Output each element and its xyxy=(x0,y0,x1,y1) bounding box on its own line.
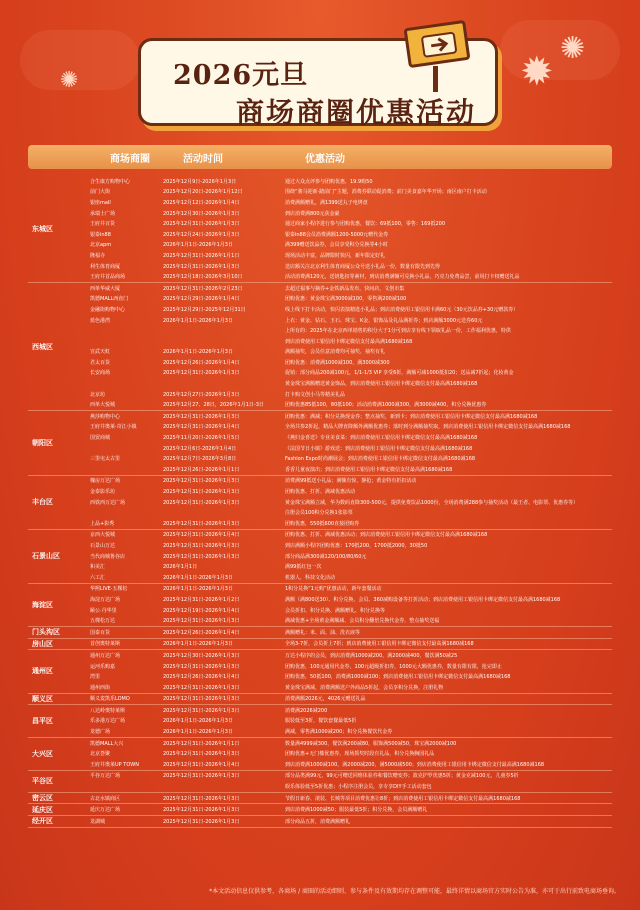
table-row xyxy=(90,411,612,422)
district-group xyxy=(28,530,612,584)
mall-name: 延庆万达广场 xyxy=(90,807,121,814)
mall-name: 石景山万达 xyxy=(90,542,116,549)
mall-name: 合生康方购物中心 xyxy=(90,178,131,185)
mall-name: 北京坊 xyxy=(90,391,106,398)
activity-time: 2025年12月31日-2026年1月3日 xyxy=(163,553,240,560)
offer-detail: 黄金珠宝满额立减，华为数码直降300-500元，提供免费饮品1000份，全场消费满288参与抽奖活动（最王者、电影票、优惠券等） xyxy=(285,499,579,506)
offer-detail: 活动消费满120元，送钥匙扣等素材，到店消费满额可兑换小礼品，巧克力免费品尝，前用打卡权赠送礼品 xyxy=(285,274,520,281)
activity-time: 2025年12月9日-2026年1月3日 xyxy=(163,178,237,185)
table-row xyxy=(90,605,612,616)
district-group xyxy=(28,627,612,639)
offer-detail: 节假日新春、滚装、长城等项目消费优惠让8折；到店消费使用工银信用卡绑定微信支付最高满1680减168 xyxy=(285,795,521,802)
mall-name: 金融街购物中心 xyxy=(90,306,126,313)
activity-time: 2025年12月31日-2026年1月3日 xyxy=(163,818,240,825)
offer-detail: 满额赠礼：米、面、油、洗衣液等 xyxy=(285,629,361,636)
header-col-mall: 商场商圈 xyxy=(110,154,150,165)
activity-time: 2026年1月1日-2026年1月3日 xyxy=(163,729,233,736)
mall-name: 蓝色港湾 xyxy=(90,317,111,324)
offer-detail: 上衣：黄金、钻石、玉石、珠宝、K金、银饰品及礼品满折券；到店满额3000元送券60元 xyxy=(285,317,483,324)
table-row xyxy=(90,347,612,358)
activity-time: 2025年12月31日-2026年1月3日 xyxy=(163,221,240,228)
table-row xyxy=(90,304,612,315)
firework-icon: ✺ xyxy=(60,68,79,93)
activity-time: 2025年12月30日-2026年1月3日 xyxy=(163,210,240,217)
activity-time: 2026年1月1日-2026年1月3日 xyxy=(163,317,233,324)
mall-name: 顺义麦凯乐LOMO xyxy=(90,696,130,703)
activity-time: 2025年12月31日-2026年1月3日 xyxy=(163,696,240,703)
activity-time: 2025年11月20日-2026年1月5日 xyxy=(163,435,240,442)
table-row xyxy=(90,551,612,562)
table-row xyxy=(90,507,612,518)
mall-name: 华熙LIVE·五棵松 xyxy=(90,586,128,593)
title-year: 2026元旦 xyxy=(173,60,309,91)
mall-name: 龙湖城 xyxy=(90,818,106,825)
offer-detail: 围绕“骏马迎新·踏前门”主题，消费券联动促消费；前门美食嘉年华开场；南区南户打卡活动 xyxy=(285,189,487,196)
activity-time: 2025年12月31日-2026年1月3日 xyxy=(163,370,240,377)
district-label: 海淀区 xyxy=(32,600,53,609)
offer-detail: 通过商家小程序进行参与团购优惠，餐饮：69抵100，零售：169抵200 xyxy=(285,221,445,228)
mall-name: 京西大悦城 xyxy=(90,532,116,539)
mall-name: 北京荟聚 xyxy=(90,751,111,758)
activity-time: 2025年12月7日-2026年3月8日 xyxy=(163,456,237,463)
table-row xyxy=(90,518,612,529)
offer-detail: 上所有的：2025年在北京西单销售的积分大于1分可到店享有线下领取礼品一份，工作福利优惠，特供 xyxy=(285,328,511,335)
district-label: 顺义区 xyxy=(32,694,53,703)
table-row xyxy=(90,726,612,737)
table-row xyxy=(90,639,612,650)
activity-time: 2025年12月18日-2026年3月10日 xyxy=(163,274,243,281)
activity-time: 2025年12月6日-2026年1月4日 xyxy=(163,445,237,452)
offer-detail: 通过大众点评参与团购优惠，19.9购50 xyxy=(285,178,373,185)
offer-detail: 消费满额2026元，4026元赠送礼品 xyxy=(285,696,366,703)
offer-detail: 团购优惠：满减；积分兑换现金券；整点抽奖，新到卡；到店消费使用工银信用卡绑定微信支付最高满1680减168 xyxy=(285,413,538,420)
activity-time: 2026年1月1日-2026年1月3日 xyxy=(163,586,233,593)
activity-time: 2025年12月31日-2026年1月3日 xyxy=(163,773,240,780)
table-row xyxy=(90,705,612,716)
district-group xyxy=(28,476,612,530)
mall-name: 隆福寺 xyxy=(90,252,106,259)
offer-detail: 去超过福事与摘券+金铁新品发布，快问店，文创市集 xyxy=(285,285,405,292)
offer-detail: 娱乐体验低至5折优惠；小程序注册会员，享专享DIY手工活动套包 xyxy=(285,784,432,791)
mall-name: 通州西街 xyxy=(90,684,111,691)
activity-time: 2025年12月26日-2026年1月4日 xyxy=(163,674,240,681)
table-row xyxy=(90,240,612,251)
table-row xyxy=(90,176,612,187)
offer-detail: 机器人，科技文化活动 xyxy=(285,574,336,581)
title-banner xyxy=(128,28,513,128)
district-group xyxy=(28,804,612,816)
offer-detail: 《法国节日小镇》游戏送：到店消费使用工银信用卡绑定微信支付最高满1680减168 xyxy=(285,445,473,452)
mall-name: 五棵松万达 xyxy=(90,618,116,625)
mall-name: 西铁西万达广场 xyxy=(90,499,126,506)
table-row xyxy=(90,748,612,759)
offer-detail: 数量满4999减300，餐饮满200减80，服饰满500减50，珠宝满2000减100 xyxy=(285,740,457,747)
activity-time: 2025年12月31日-2026年2月23日 xyxy=(163,285,243,292)
table-row xyxy=(90,816,612,827)
offer-detail: 满99抵红包一次 xyxy=(285,564,322,571)
offer-detail: 满399赠送饮品券，会员享受积分兑换等4小时 xyxy=(285,242,388,249)
activity-time: 2025年12月27、28日，2026年1月1日-3日 xyxy=(163,402,264,409)
mall-name: 王府井奥莱·奇江小镇 xyxy=(90,424,137,431)
table-row xyxy=(90,627,612,638)
mall-name: 平谷万达广场 xyxy=(90,773,121,780)
table-row xyxy=(90,615,612,626)
mall-name: 西单华威大厦 xyxy=(90,285,121,292)
district-label: 经开区 xyxy=(32,817,53,826)
mall-name: 凯德MALL西直门 xyxy=(90,296,129,303)
mall-name: 三里屯太古里 xyxy=(90,456,121,463)
offer-detail: 满减优惠+全场黄金满额减、会员积分翻倍兑换代金券，整点抽奖送福 xyxy=(285,618,440,625)
offer-detail: 香香儿童夜演出；到店消费使用工银信用卡绑定微信支付最高满1680减168 xyxy=(285,466,453,473)
district-group xyxy=(28,650,612,693)
activity-time: 2025年12月12日-2026年1月4日 xyxy=(163,199,240,206)
offer-detail: 现场活动丰富，品牌限时快闪，新年限定好礼 xyxy=(285,252,386,259)
district-group xyxy=(28,816,612,828)
table-row xyxy=(90,432,612,443)
district-group xyxy=(28,793,612,805)
district-group xyxy=(28,639,612,651)
table-row xyxy=(90,476,612,487)
mall-name: 银泰in88 xyxy=(90,231,111,238)
table-row xyxy=(90,486,612,497)
offer-detail: 团购优惠、打折、满减优惠活动 xyxy=(285,489,356,496)
mall-name: 王府井奥莱UP TOWN xyxy=(90,761,139,768)
table-row xyxy=(90,530,612,541)
mall-name: 燕莎购物中心 xyxy=(90,413,121,420)
activity-time: 2025年12月31日-2026年1月1日 xyxy=(163,252,240,259)
activity-time: 2025年12月29日-2025年12月31日 xyxy=(163,306,246,313)
activity-time: 2025年12月31日-2026年1月3日 xyxy=(163,413,240,420)
offer-detail: 团购优惠：黄金珠宝满3000减100，零售满200减100 xyxy=(285,296,407,303)
activity-time: 2025年12月31日-2026年1月3日 xyxy=(163,663,240,670)
table-row xyxy=(90,781,612,792)
district-group xyxy=(28,411,612,476)
offer-detail: 银泰in88会员消费满额1200-5000元赠代金券 xyxy=(285,231,389,238)
activity-table xyxy=(28,176,612,828)
arrow-sign-icon xyxy=(404,20,471,68)
district-label: 房山区 xyxy=(32,639,53,648)
district-label: 密云区 xyxy=(32,794,53,803)
activity-time: 2025年12月20日-2026年1月12日 xyxy=(163,189,243,196)
offer-detail: 到店满额小程序团购优惠：170抵200，1700抵2000，30抵50 xyxy=(285,542,428,549)
offer-detail: 团购优惠，100元通用代金券，100元超级折扣券，1000元大额优惠券，数量有限有限，抢完即止 xyxy=(285,663,502,670)
offer-detail: 消费满2026减200 xyxy=(285,707,328,714)
district-group xyxy=(28,705,612,738)
table-row xyxy=(90,694,612,705)
table-row xyxy=(90,464,612,475)
mall-name: 北京apm xyxy=(90,242,112,249)
table-row xyxy=(90,399,612,410)
table-row xyxy=(90,572,612,583)
activity-time: 2025年12月31日-2026年1月2日 xyxy=(163,596,240,603)
activity-time: 2026年1月1日-2026年1月3日 xyxy=(163,242,233,249)
table-row xyxy=(90,250,612,261)
district-label: 东城区 xyxy=(32,224,53,233)
table-row xyxy=(90,793,612,804)
activity-time: 2025年12月26日-2026年1月1日 xyxy=(163,466,240,473)
table-row xyxy=(90,208,612,219)
offer-detail: 部分商品满300减120/100/80/60元 xyxy=(285,553,367,560)
district-label: 通州区 xyxy=(32,667,53,676)
table-row xyxy=(90,197,612,208)
district-group xyxy=(28,584,612,627)
table-row xyxy=(90,584,612,595)
firework-icon: ✹ xyxy=(520,49,554,95)
table-row xyxy=(90,716,612,727)
activity-time: 2025年12月31日-2026年1月4日 xyxy=(163,424,240,431)
activity-time: 2025年12月31日-2026年1月3日 xyxy=(163,751,240,758)
firework-icon: ✺ xyxy=(560,31,586,66)
table-row xyxy=(90,422,612,433)
mall-name: 海淀万达广场 xyxy=(90,596,121,603)
offer-detail: 1积分兑换“1元购”优惠活动，新年套餐活动 xyxy=(285,586,382,593)
activity-time: 2025年12月31日-2026年1月3日 xyxy=(163,795,240,802)
mall-name: 首创奥特莱斯 xyxy=(90,641,121,648)
table-row xyxy=(90,540,612,551)
offer-detail: 消费满99抵送小礼品；满额有惊，静抢；黄金特有折扣活动 xyxy=(285,478,417,485)
district-label: 西城区 xyxy=(32,342,53,351)
table-row xyxy=(90,771,612,782)
offer-detail: 服装低至3折，餐饮套餐最低5折 xyxy=(285,718,357,725)
table-row xyxy=(90,368,612,379)
mall-name: 利生体育商厦 xyxy=(90,263,121,270)
district-label: 延庆区 xyxy=(32,805,53,814)
mall-name: 上品+影秀 xyxy=(90,520,115,527)
mall-name: 西单大悦城 xyxy=(90,402,116,409)
table-row xyxy=(90,759,612,770)
offer-detail: 到店消费满1000减100，满2000减200，满5000减500；到店消费使用工银信用卡绑定微信支付最高满1680减168 xyxy=(285,761,545,768)
mall-name: 银座mall xyxy=(90,199,111,206)
activity-time: 2025年12月26日-2026年1月4日 xyxy=(163,359,240,366)
mall-name: 当代商城鲁谷店 xyxy=(90,553,126,560)
offer-detail: 满额（满800送30）、积分兑换、会员、360减购设备等打折活动；到店消费使用工银信用卡绑定微信支付最高满1680减168 xyxy=(285,596,561,603)
mall-name: 承瑞士广场 xyxy=(90,210,116,217)
mall-name: 湾里 xyxy=(90,674,101,681)
activity-time: 2025年12月31日-2026年1月3日 xyxy=(163,478,240,485)
mall-name: 和美汇 xyxy=(90,564,106,571)
table-row xyxy=(90,218,612,229)
offer-detail: Fashion Expo时尚潮展会；到店消费使用工银信用卡绑定微信支付最高满1680减168 xyxy=(285,456,476,463)
district-group xyxy=(28,694,612,706)
offer-detail: 团购优惠：消费满1000减100，满3000减300 xyxy=(285,359,390,366)
mall-name: 八达岭奥特莱斯 xyxy=(90,707,126,714)
activity-time: 2025年12月31日-2026年1月3日 xyxy=(163,707,240,714)
table-row xyxy=(90,336,612,347)
activity-time: 2025年12月31日-2026年1月3日 xyxy=(163,263,240,270)
activity-time: 2026年1月1日-2026年1月3日 xyxy=(163,718,233,725)
table-row xyxy=(90,294,612,305)
mall-name: 六工汇 xyxy=(90,574,106,581)
table-row xyxy=(90,389,612,400)
title-main: 商场商圈优惠活动 xyxy=(236,96,477,129)
offer-detail: 到店消费使用工银信用卡绑定微信支付最高满1680减168 xyxy=(285,338,413,345)
activity-time: 2025年12月26日-2026年1月4日 xyxy=(163,629,240,636)
table-row xyxy=(90,378,612,389)
activity-time: 2025年12月31日-2026年1月3日 xyxy=(163,618,240,625)
table-row xyxy=(90,229,612,240)
sign-pole xyxy=(433,66,438,92)
mall-name: 乐多港万达广场 xyxy=(90,718,126,725)
offer-detail: 会员折扣、积分兑换、满额赠礼、积分兑换等 xyxy=(285,607,386,614)
table-row xyxy=(90,682,612,693)
offer-detail: 全场3-7折，会员折上7折；到店消费使用工银信用卡绑定微信支付最高满1680减168 xyxy=(285,641,474,648)
activity-time: 2025年12月31日-2026年1月3日 xyxy=(163,807,240,814)
offer-detail: 团购优惠+无门槛优惠券，现场抓奖时段有礼品，积分兑换胸园礼品 xyxy=(285,751,435,758)
header-col-time: 活动时间 xyxy=(183,154,223,165)
mall-name: 槐房万达广场 xyxy=(90,478,121,485)
mall-name: 颐公·丹华里 xyxy=(90,607,117,614)
table-row xyxy=(90,325,612,336)
mall-name: 长安商场 xyxy=(90,370,111,377)
mall-name: 国贸商城 xyxy=(90,435,111,442)
district-group xyxy=(28,738,612,771)
offer-detail: 部分商品五折，消费满额赠礼 xyxy=(285,818,351,825)
offer-detail: 团购优惠，50抵100，消费满1000减100；到店消费使用工银信用卡绑定微信支付最高满1680减168 xyxy=(285,674,511,681)
cloud-decoration xyxy=(20,30,140,93)
mall-name: 前门大街 xyxy=(90,189,111,196)
footnote: *本文活动信息仅供参考，各商场 / 商圈的活动细则、参与条件及有效期均存在调整可能，最终详情以商场官方实时公告为准，亦可于出行前致电商场垂询。 xyxy=(209,888,620,895)
table-row xyxy=(90,271,612,282)
activity-time: 2025年12月31日-2026年1月4日 xyxy=(163,761,240,768)
mall-name: 通州万达广场 xyxy=(90,652,121,659)
district-label: 朝阳区 xyxy=(32,438,53,447)
activity-time: 2025年12月31日-2026年1月3日 xyxy=(163,499,240,506)
mall-name: 宣武天虹 xyxy=(90,349,111,356)
table-row xyxy=(90,650,612,661)
offer-detail: 送店额关注北京利生体育商厦公众号送小礼品一份，数量有限先到先得 xyxy=(285,263,441,270)
offer-detail: 线上线下打卡活动，快闪表演精选小礼品；到店消费使用工银信用卡满60元（30元饮品券+30元赠款券） xyxy=(285,306,519,313)
offer-detail: 万达小程序的会员，到店消费满1000减200，满2000减400，餐饮满50减25 xyxy=(285,652,458,659)
offer-detail: 注册会员100积分兑换1张影票 xyxy=(285,510,353,517)
offer-detail: 到店消费满1000减50；服装最低5折；积分兑换，会员满额赠礼 xyxy=(285,807,428,814)
activity-time: 2025年12月31日-2026年1月3日 xyxy=(163,542,240,549)
activity-time: 2025年12月24日-2026年1月3日 xyxy=(163,231,240,238)
activity-time: 2026年1月1日-2026年1月3日 xyxy=(163,349,233,356)
mall-name: 王府井首品商场 xyxy=(90,274,126,281)
table-row xyxy=(90,315,612,326)
offer-detail: 促销：部分商品200减100元，1/1-1/3 VIP 享受6折，满额可减1000抵扣20；送品减7折起；化妆黄金 xyxy=(285,370,514,377)
mall-name: 国泰百货 xyxy=(90,629,111,636)
district-label: 丰台区 xyxy=(32,498,53,507)
offer-detail: 《燕归金喜送》专业美食菜：到店消费使用工银信用卡绑定微信支付最高满1680减168 xyxy=(285,435,478,442)
offer-detail: 消费满额赠礼，满1399送丸子电烤盘 xyxy=(285,199,368,206)
mall-name: 古北水镇商区 xyxy=(90,795,121,802)
table-row xyxy=(90,671,612,682)
district-group xyxy=(28,176,612,283)
district-group xyxy=(28,283,612,411)
table-row xyxy=(90,661,612,672)
header-col-offer: 优惠活动 xyxy=(305,154,345,165)
offer-detail: 满减，零售满1000减200；积分兑换餐饮代金券 xyxy=(285,729,393,736)
table-row xyxy=(90,738,612,749)
district-group xyxy=(28,771,612,793)
table-row xyxy=(90,453,612,464)
table-row xyxy=(90,804,612,815)
district-label: 石景山区 xyxy=(32,552,60,561)
mall-name: 王府井百货 xyxy=(90,221,116,228)
table-row xyxy=(90,561,612,572)
activity-time: 2025年12月31日-2026年1月3日 xyxy=(163,520,240,527)
offer-detail: 团购优惠85抵100，80抵100；活动消费满1000减300，满3000减400，积分兑换优惠券 xyxy=(285,402,487,409)
activity-time: 2025年12月31日-2026年1月1日 xyxy=(163,740,240,747)
offer-detail: 团购优惠、打折、满减优惠活动；到店消费使用工银信用卡绑定微信支付最高满1680减168 xyxy=(285,532,488,539)
mall-name: 运河乐购嘉 xyxy=(90,663,116,670)
mall-name: 凯德MALL大兴 xyxy=(90,740,124,747)
activity-time: 2025年12月31日-2026年1月3日 xyxy=(163,489,240,496)
activity-time: 2025年12月30日-2026年1月3日 xyxy=(163,652,240,659)
district-label: 门头沟区 xyxy=(32,628,60,637)
activity-time: 2025年12月31日-2026年1月3日 xyxy=(163,684,240,691)
activity-time: 2025年12月31日-2026年1月4日 xyxy=(163,532,240,539)
activity-time: 2026年1月1日 xyxy=(163,564,198,571)
mall-name: 金泰影乐坊 xyxy=(90,489,116,496)
district-label: 昌平区 xyxy=(32,716,53,725)
offer-detail: 黄金珠宝满额赠送黄金饰品，到店消费使用工银信用卡绑定微信支付最高满1680减168 xyxy=(285,381,478,388)
table-row xyxy=(90,261,612,272)
activity-time: 2026年1月1日-2026年1月3日 xyxy=(163,641,233,648)
activity-time: 2025年12月29日-2026年1月4日 xyxy=(163,296,240,303)
table-header xyxy=(28,145,612,169)
activity-time: 2025年12月19日-2026年1月4日 xyxy=(163,607,240,614)
district-label: 平谷区 xyxy=(32,777,53,786)
offer-detail: 满额抽奖，会员任意消费均可抽奖，抽奖有礼 xyxy=(285,349,386,356)
table-row xyxy=(90,443,612,454)
table-row xyxy=(90,497,612,508)
offer-detail: 黄金珠宝满减，消费满额送户外商品5折起，会员享积分兑换，注册礼物 xyxy=(285,684,444,691)
table-row xyxy=(90,357,612,368)
mall-name: 君太百货 xyxy=(90,359,111,366)
offer-detail: 团购优惠，550抵600直接团购券 xyxy=(285,520,360,527)
offer-detail: 打卡购文创小马等精美礼品 xyxy=(285,391,346,398)
mall-name: 龙德广场 xyxy=(90,729,111,736)
activity-time: 2026年1月1日-2026年1月3日 xyxy=(163,574,233,581)
offer-detail: 全场共参2折起，精品大牌直降额外满额优惠券；落时到分满额抽奖取，到店消费使用工银信用卡绑定微信支付最高满1680减168 xyxy=(285,424,571,431)
offer-detail: 部分品类满99元，99元可赠送同维体验券和餐饮赠变券；波克护罗优惠5折；黄金克减100元，儿童券5折 xyxy=(285,773,519,780)
table-row xyxy=(90,283,612,294)
table-row xyxy=(90,594,612,605)
district-label: 大兴区 xyxy=(32,749,53,758)
activity-time: 2025年12月27日-2026年1月3日 xyxy=(163,391,240,398)
offer-detail: 到店消费满800元获金豪 xyxy=(285,210,340,217)
table-row xyxy=(90,187,612,198)
